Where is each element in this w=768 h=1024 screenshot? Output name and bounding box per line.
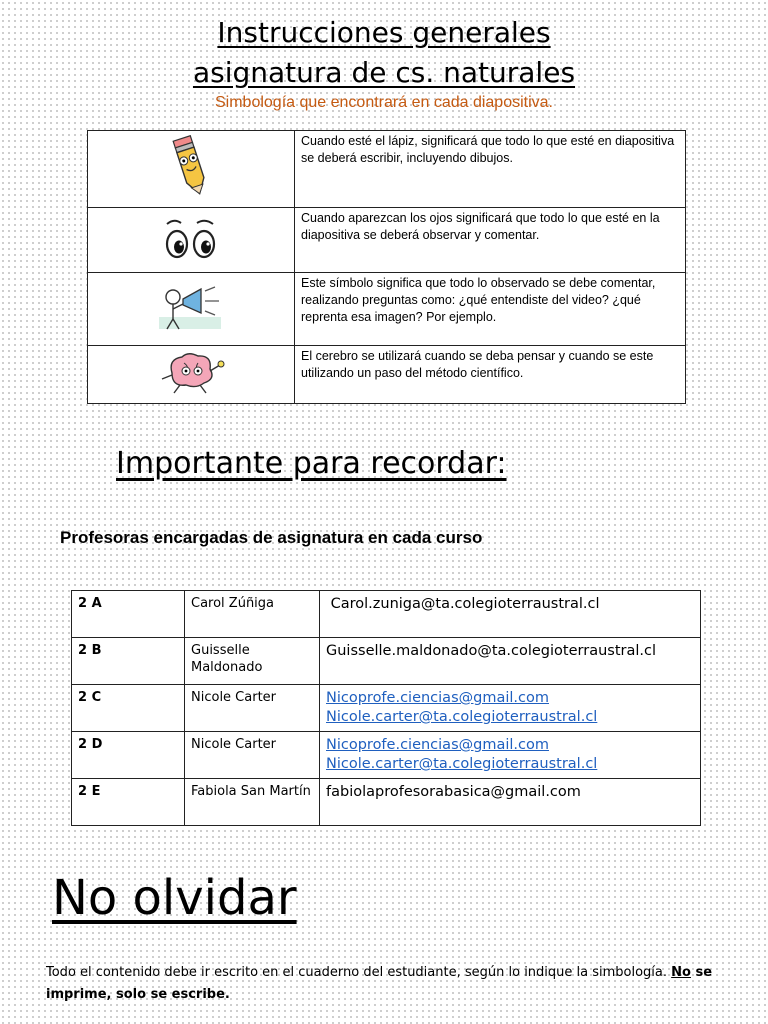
symbol-row — [88, 131, 686, 208]
email-link[interactable]: Nicoprofe.ciencias@gmail.com — [326, 690, 549, 706]
email-text: Guisselle.maldonado@ta.colegioterraustral.cl — [326, 643, 656, 659]
email-text: Carol.zuniga@ta.colegioterraustral.cl — [326, 596, 600, 612]
reminder-normal-text: Todo el contenido debe ir escrito en el cuaderno del estudiante, según lo indique la simbología. — [46, 965, 672, 980]
reminder-text — [46, 962, 736, 1006]
email-cell — [320, 638, 701, 685]
course-cell: 2 E — [72, 779, 185, 826]
symbol-icon-cell — [88, 273, 295, 346]
reminder-underlined-text: No — [671, 965, 691, 980]
table-row — [72, 685, 701, 732]
course-cell: 2 D — [72, 732, 185, 779]
teacher-cell: Guisselle Maldonado — [185, 638, 320, 685]
page-title-line2: asignatura de cs. naturales — [192, 56, 576, 89]
page-subtitle: Simbología que encontrará en cada diapositiva. — [215, 94, 553, 111]
table-row — [72, 779, 701, 826]
email-link[interactable]: Nicole.carter@ta.colegioterraustral.cl — [326, 709, 598, 725]
reminder-bold-text: se imprime, solo se escribe. — [46, 965, 713, 1002]
teacher-cell: Nicole Carter — [185, 685, 320, 732]
symbol-row — [88, 346, 686, 404]
course-cell: 2 B — [72, 638, 185, 685]
teacher-cell: Nicole Carter — [185, 732, 320, 779]
symbol-description: Cuando aparezcan los ojos significará que todo lo que esté en la diapositiva se deberá observar y comentar. — [295, 208, 686, 273]
symbol-icon-cell — [88, 346, 295, 404]
course-cell: 2 C — [72, 685, 185, 732]
email-cell — [320, 732, 701, 779]
email-text: fabiolaprofesorabasica@gmail.com — [326, 784, 581, 800]
reminder-heading: No olvidar — [52, 870, 297, 926]
course-cell: 2 A — [72, 591, 185, 638]
symbol-description: Este símbolo significa que todo lo observado se debe comentar, realizando preguntas como: ¿qué entendiste del video? ¿qué reprenta esa imagen? Por ejemplo. — [295, 273, 686, 346]
table-row — [72, 591, 701, 638]
eyes-icon — [161, 216, 221, 260]
symbol-icon-cell — [88, 208, 295, 273]
email-link[interactable]: Nicoprofe.ciencias@gmail.com — [326, 737, 549, 753]
email-cell — [320, 685, 701, 732]
megaphone-icon — [155, 281, 227, 333]
teacher-cell: Fabiola San Martín — [185, 779, 320, 826]
courses-table — [71, 590, 701, 826]
symbol-description: Cuando esté el lápiz, significará que todo lo que esté en diapositiva se deberá escribir, incluyendo dibujos. — [295, 131, 686, 208]
table-row — [72, 732, 701, 779]
table-row — [72, 638, 701, 685]
pencil-icon — [161, 135, 221, 199]
teacher-cell: Carol Zúñiga — [185, 591, 320, 638]
important-heading: Importante para recordar: — [116, 446, 507, 481]
email-cell — [320, 591, 701, 638]
teachers-label: Profesoras encargadas de asignatura en cada curso — [60, 528, 483, 547]
brain-icon — [154, 351, 228, 395]
symbol-row — [88, 273, 686, 346]
email-link[interactable]: Nicole.carter@ta.colegioterraustral.cl — [326, 756, 598, 772]
symbol-row — [88, 208, 686, 273]
email-cell — [320, 779, 701, 826]
symbols-table — [87, 130, 686, 404]
symbol-icon-cell — [88, 131, 295, 208]
page-title-line1: Instrucciones generales — [217, 16, 551, 49]
symbol-description: El cerebro se utilizará cuando se deba pensar y cuando se este utilizando un paso del método científico. — [295, 346, 686, 404]
